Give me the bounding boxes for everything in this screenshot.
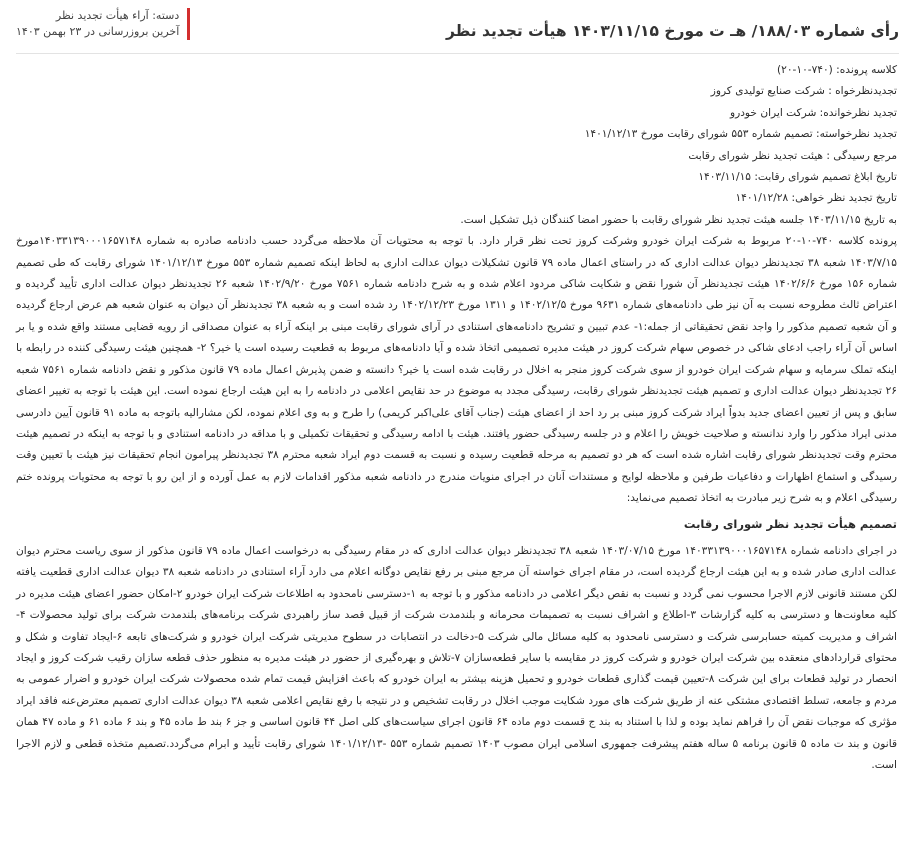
category-label[interactable]: دسته: آراء هیأت تجدید نظر bbox=[55, 9, 180, 22]
section-title: تصمیم هیأت تجدید نظر شورای رقابت bbox=[683, 516, 897, 531]
page-header bbox=[16, 8, 899, 46]
field-appellant: تجدیدنظرخواه : شرکت صنایع تولیدی کروز bbox=[710, 85, 897, 98]
meta-box bbox=[16, 8, 190, 40]
header-divider bbox=[16, 53, 899, 54]
last-updated: آخرین بروزرسانی در ۲۳ بهمن ۱۴۰۳ bbox=[16, 25, 180, 38]
page-title: رأی شماره ۱۸۸/۰۳/ هـ ت مورخ ۱۴۰۳/۱۱/۱۵ هیأت تجدید نظر bbox=[446, 22, 899, 40]
body-paragraph: پرونده کلاسه ۷۴۰-۱۰-۲۰ مربوط به شرکت ایران خودرو وشرکت کروز تحت نظر قرار دارد. با توجه به محتویات آن ملاحظه می‌گردد حسب دادنامه صادره به شماره ۱۴۰۳۳۱۳۹۰۰۰۱۶۵۷۱۴۸مورخ ۱۴۰۳/۷/۱۵ شعبه ۳۸ تجدیدنظر دیوان عدالت اداری که در راستای اعمال ماده ۷۹ قانون تشکیلات دیوان عدالت اداری به لحاظ اینکه تصمیم شماره ۵۵۳ مورخ ۱۴۰۱/۱۲/۱۳ شورای رقابت که طی تصمیم شماره ۱۵۶ مورخ ۱۴۰۲/۶/۶ هیئت تجدیدنظر آن شورا نقض و شکایت شاکی مردود اعلام شده و به شرح دادنامه شماره ۷۵۶۱ مورخ ۱۴۰۲/۹/۲۰ شعبه ۲۶ تجدیدنظر دیوان عدالت اداری تأیید گردیده و اعتراض ثالث مطروحه نسبت به آن نیز طی دادنامه‌های شماره ۹۶۳۱ مورخ ۱۴۰۲/۱۲/۵ و ۱۳۱۱ مورخ ۱۴۰۲/۱۲/۲۳ رد شده است و به شعبه ۳۸ تجدیدنظر آن دیوان به عنوان شعبه هم عرض ارجاع گردیده و آن شعبه تصمیم مذکور را واجد نقض تحقیقاتی از جمله:۱- عدم تبیین و تشریح دادنامه‌های استنادی در آرای شورای رقابت مبنی بر اینکه آراء به عنوان مصداقی از رویه قضایی مستند واقع شده و یا بر اساس آن آراء راجب ادعای شاکی در خصوص سهام شرکت کروز در هیئت مدیره تصمیمی اتخاذ شده و آیا دادنامه‌های مربوط به قطعیت رسیده است یا خیر؟ ۲- همچنین هیئت رسیدگی کننده در رابطه با اینکه تملک سرمایه و سهام شرکت ایران خودرو از سوی شرکت کروز منجر به اخلال در رقابت شده است یا خیر؟ دانسته و ضمن پذیرش اعمال ماده ۷۹ قانون مذکور و نقض دادنامه شماره ۷۵۶۱ شعبه ۲۶ تجدیدنظر دیوان عدالت اداری و تصمیم هیئت تجدیدنظر شورای رقابت، رسیدگی مجدد به موضوع در حد نقایص اعلامی در دادنامه را به این هیئت ارجاع نموده است. این هیئت با توجه به تغییر اعضای سابق و پس از تعیین اعضای جدید بدواً ایراد شرکت کروز مبنی بر رد احد از اعضای هیئت (جناب آقای علی‌اکبر کریمی) را طرح و به وی اعلام نموده، لکن مشارالیه باتوجه به ماده ۹۱ قانون آیین دادرسی مدنی ایراد مذکور را وارد ندانسته و صلاحیت خویش را اعلام و در جلسه رسیدگی حضور یافتند. هیئت با ادامه رسیدگی و تحقیقات تکمیلی و با مداقه در دادنامه استنادی و با توجه به اینکه در تصمیم هیئت محترم وقت تجدیدنظر شورای رقابت اشاره شده است که هر دو تصمیم به مرحله قطعیت رسیده و نسبت به قسمت دوم ایراد شعبه محترم ۳۸ تجدیدنظر پیرامون انجام تحقیقات نیز هیئت با تعیین وقت رسیدگی و استماع اظهارات و دفاعیات طرفین و ملاحظه لوایح و مستندات آنان در اجرای منویات مندرج در دادنامه شعبه مذکور اقدامات لازم به عمل آورده و از این رو با توجه به محتویات پرونده ختم رسیدگی اعلام و به شرح زیر مبادرت به اتخاذ تصمیم می‌نماید: bbox=[16, 235, 898, 505]
field-appeal-date: تاریخ تجدید نظر خواهی: ۱۴۰۱/۱۲/۲۸ bbox=[735, 192, 897, 205]
field-case-number: کلاسه پرونده: (۷۴۰-۱۰-۲۰) bbox=[777, 64, 897, 76]
field-respondent: تجدید نظرخوانده: شرکت ایران خودرو bbox=[729, 106, 897, 119]
field-notice-date: تاریخ ابلاغ تصمیم شورای رقابت: ۱۴۰۳/۱۱/۱۵ bbox=[698, 171, 897, 184]
decision-paragraph: در اجرای دادنامه شماره ۱۴۰۳۳۱۳۹۰۰۰۱۶۵۷۱۴۸ مورخ ۱۴۰۳/۰۷/۱۵ شعبه ۳۸ تجدیدنظر دیوان عدالت اداری که در مقام رسیدگی به درخواست اعمال ماده ۷۹ قانون مذکور از سوی ریاست محترم دیوان عدالت اداری صادر شده و به این هیئت ارجاع گردیده است، در مقام اجرای خواسته آن مرجع مبنی بر رفع نقایص دوگانه اعلام می دارد آراء استنادی در دادنامه شعبه ۳۸ دیوان عدالت اداری قطعیت یافته لکن مستند قانونی لازم الاجرا محسوب نمی گردد و نسبت به نقص دیگر اعلامی در دادنامه مذکور و با توجه به ۱-دسترسی نامحدود به اطلاعات شرکت ایران خودرو ۲-امکان حضور اعضای هیئت مدیره در کلیه معاونت‌ها و دسترسی به کلیه گزارشات ۳-اطلاع و اشراف نسبت به تصمیمات محرمانه و بلندمدت شرکت از قبیل قصد ساز راهبردی شرکت برنامه‌های بلندمدت شرکت برای تولید محصولات ۴-اشراف و مدیریت کمیته حسابرسی شرکت و دسترسی نامحدود به کلیه مسائل مالی شرکت ۵-دخالت در انتصابات در سطوح مدیریتی شرکت ایران خودرو و شرکت‌های تابعه ۶-ایجاد تفاوت و شکل و محتوای قراردادهای منعقده بین شرکت ایران خودرو و شرکت کروز در مقایسه با سایر قطعه‌سازان ۷-تلاش و بهره‌گیری از حضور در هیئت مدیره به منظور حذف قطعه سازان رقیب شرکت کروز و ایجاد انحصار در تولید قطعات برای این شرکت ۸-تعیین قیمت گذاری قطعات خودرو و تحمیل هزینه بیشتر به ایران خودرو که باعث افزایش قیمت تمام شده محصولات شرکت ایران خودرو و اضرار عمومی به مردم و جامعه، تسلط اقتصادی مشتکی عنه از طریق شرکت های مورد شکایت موجب اخلال در رقابت تشخیص و در نتیجه با رفع نقایص اعلامی شعبه ۳۸ دیوان عدالت اداری تصمیم معترض‌عنه فاقد ایراد مؤثری که موجبات نقض آن را فراهم نماید بوده و لذا با استناد به بند ج قسمت دوم ماده ۶۴ قانون اجرای سیاست‌های کلی اصل ۴۴ قانون اساسی و جز ۶ بند ط ماده ۴۵ و بند ۶ ماده ۶۱ و ماده ۴۷ همان قانون و بند ت ماده ۵ قانون برنامه ۵ ساله هفتم پیشرفت جمهوری اسلامی ایران مصوب ۱۴۰۳ تصمیم شماره ۵۵۳ -۱۴۰۱/۱۲/۱۳ شورای رقابت تأیید و ابرام می‌گردد.تصمیم متخذه قطعی و لازم الاجرا است. bbox=[16, 544, 898, 771]
intro-paragraph: به تاریخ ۱۴۰۳/۱۱/۱۵ جلسه هیئت تجدید نظر شورای رقابت با حضور امضا کنندگان ذیل تشکیل است. bbox=[460, 213, 897, 226]
article-body bbox=[16, 60, 897, 776]
field-appealed-decision: تجدید نظرخواسته: تصمیم شماره ۵۵۳ شورای رقابت مورخ ۱۴۰۱/۱۲/۱۳ bbox=[584, 128, 897, 141]
field-authority: مرجع رسیدگی : هیئت تجدید نظر شورای رقابت bbox=[688, 149, 897, 162]
